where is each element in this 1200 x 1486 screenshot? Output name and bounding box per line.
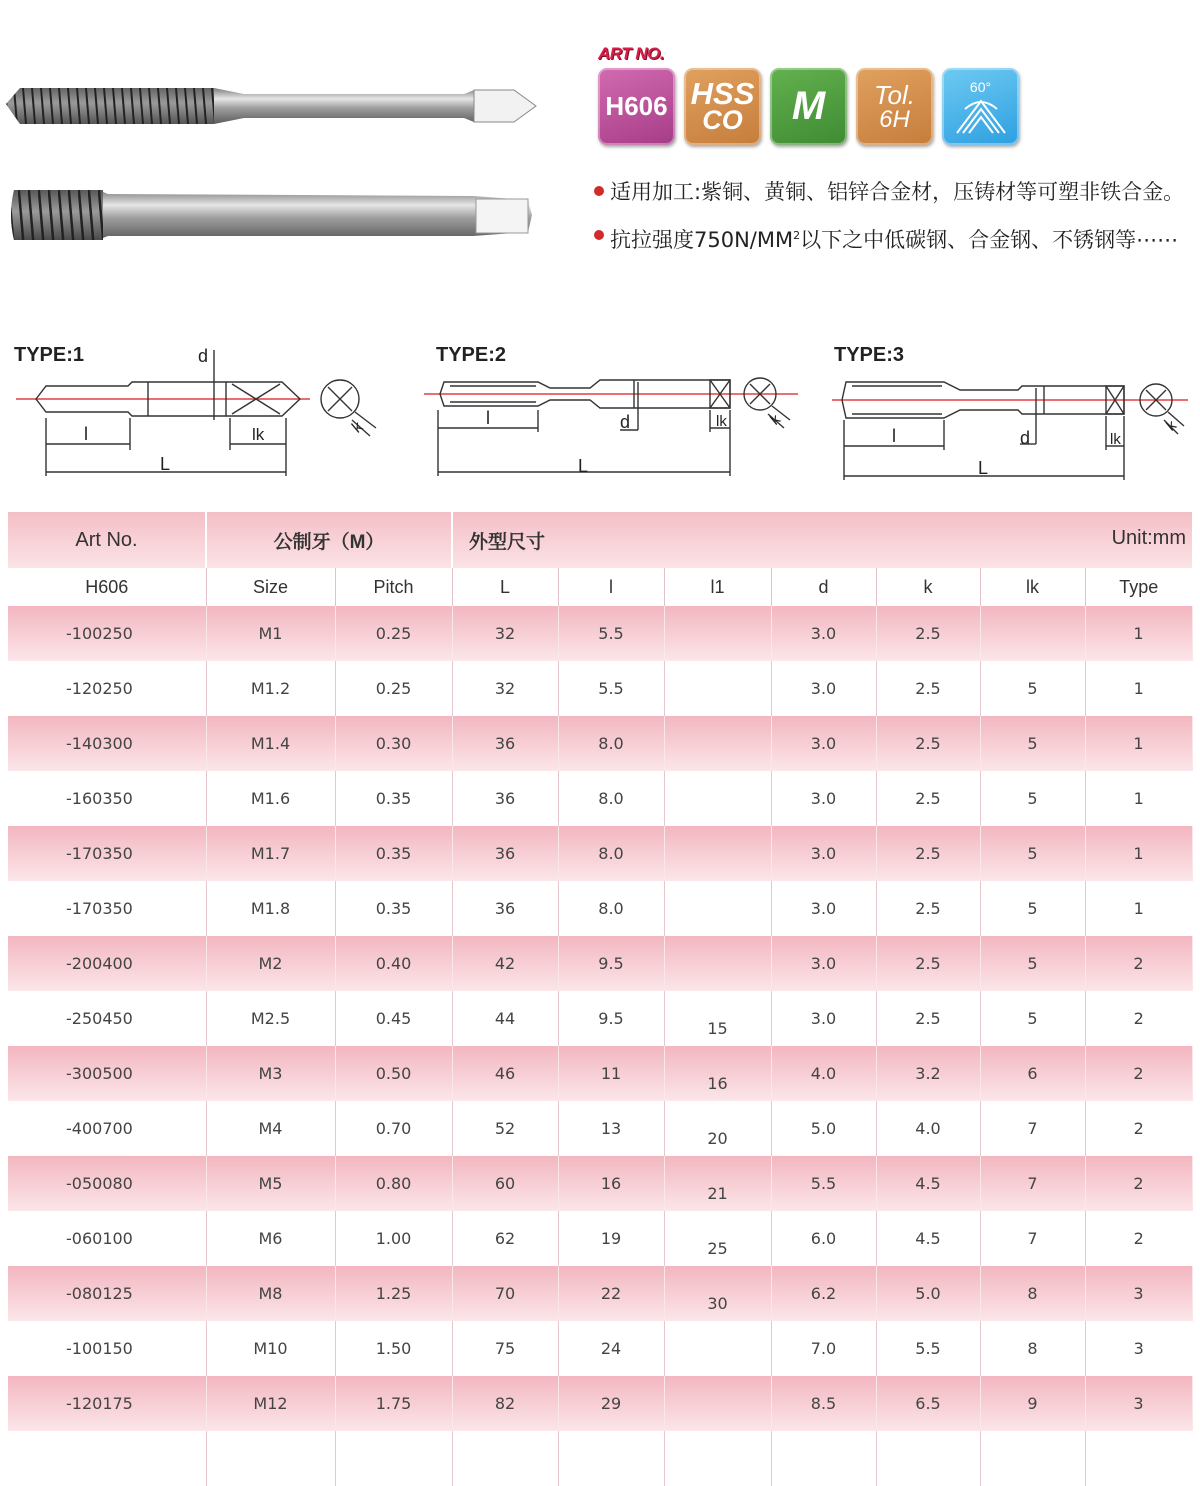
col-size-cell: M1.7 [206,826,335,881]
col-pitch-cell: 0.45 [335,991,452,1046]
thread-type-badge [770,68,847,145]
table-row [8,1101,1192,1156]
col-L-cell: 70 [452,1266,558,1321]
col-k-cell: 2.5 [876,991,980,1046]
col-L-cell: 75 [452,1321,558,1376]
col-l1-cell [664,1376,771,1431]
col-k-header: k [876,568,980,606]
type-1-L-label: L [160,454,171,474]
table-row [8,1156,1192,1211]
col-k-cell: 2.5 [876,881,980,936]
col-k-cell: 5.0 [876,1266,980,1321]
table-row [8,1376,1192,1431]
col-size-cell: M2.5 [206,991,335,1046]
col-size-cell: M1.6 [206,771,335,826]
col-size-cell: M1 [206,606,335,661]
col-L-header: L [452,568,558,606]
col-type-cell: 2 [1133,1009,1144,1028]
type-2-lk-label: lk [716,413,727,430]
col-size-cell: M1.2 [206,661,335,716]
col-k-cell: 2.5 [876,826,980,881]
col-d-cell: 3.0 [771,606,876,661]
col-pitch-cell: 1.75 [335,1376,452,1431]
dimensions-group-label: 外型尺寸 [469,531,546,553]
col-d-cell: 3.0 [771,826,876,881]
col-lk-cell: 7 [980,1101,1085,1156]
col-d-cell: 3.0 [771,771,876,826]
col-d-cell: 4.0 [771,1046,876,1101]
col-l-cell: 9.5 [558,991,664,1046]
col-pitch-cell: 1.25 [335,1266,452,1321]
col-l1-cell: 20 [664,1101,771,1156]
col-h606-cell: -400700 [8,1101,206,1156]
col-L-cell: 44 [452,991,558,1046]
type-1-diagram [10,340,400,485]
col-l1-cell [664,881,771,936]
col-type-cell: 3 [1085,1376,1192,1431]
col-l-cell: 13 [558,1101,664,1156]
col-k-cell: 2.5 [876,936,980,991]
table-row [8,1211,1192,1266]
thread-angle-badge [942,68,1019,145]
col-h606-cell: -300500 [8,1046,206,1101]
type-2-l-label: l [486,408,490,428]
col-type-cell: 2 [1085,1156,1192,1211]
type-2-d-label: d [620,412,631,432]
spec-table-body [8,606,1192,1486]
col-L-cell: 46 [452,1046,558,1101]
col-l1-cell [664,661,771,716]
col-k-cell: 3.2 [876,1046,980,1101]
note-text-sup: 2 [793,229,801,242]
col-l-cell: 9.5 [558,936,664,991]
tolerance-line1: Tol. [874,79,915,110]
col-lk-cell: 5 [980,881,1085,936]
col-lk-cell: 5 [980,771,1085,826]
column-header-row [8,568,1192,606]
col-type-cell [1085,1431,1192,1486]
col-size-cell: M8 [206,1266,335,1321]
col-h606-cell: -170350 [8,826,206,881]
note-tensile-strength [594,220,1194,256]
col-lk-cell: 5 [980,661,1085,716]
col-d-cell: 5.5 [771,1156,876,1211]
type-3-k-label: k [1163,416,1180,435]
tolerance-badge [856,68,933,145]
art-number-badge [598,68,675,145]
col-L-cell: 36 [452,716,558,771]
col-l-cell: 5.5 [558,661,664,716]
col-size-cell: M1.4 [206,716,335,771]
col-pitch-cell: 0.40 [335,936,452,991]
col-l-cell: 11 [558,1046,664,1101]
table-row [8,991,1192,1046]
col-k-cell [876,1431,980,1486]
col-L-cell: 62 [452,1211,558,1266]
table-row [8,1266,1192,1321]
col-d-cell: 3.0 [771,716,876,771]
bullet-dot-icon [594,186,604,196]
type-1-title: TYPE:1 [14,344,85,366]
type-3-lk-label: lk [1110,431,1121,448]
material-line2: CO [702,105,743,136]
col-l1-cell [664,716,771,771]
col-k-cell: 2.5 [876,661,980,716]
col-d-cell: 3.0 [771,991,876,1046]
col-L-cell: 32 [452,661,558,716]
col-l1-cell [664,826,771,881]
col-l1-cell: 16 [664,1046,771,1101]
art-no-label: ART NO. [598,44,665,63]
application-notes [594,176,1194,268]
col-lk-cell: 8 [980,1266,1085,1321]
col-l1-cell [664,771,771,826]
col-pitch-cell: 0.35 [335,881,452,936]
col-type-cell: 1 [1085,826,1192,881]
col-l-cell: 5.5 [558,606,664,661]
table-row [8,936,1192,991]
col-lk-cell: 6 [980,1046,1085,1101]
col-type-cell: 2 [1133,1229,1144,1248]
col-h606-cell: -100150 [8,1321,206,1376]
table-row [8,1431,1192,1486]
col-size-cell: M3 [206,1046,335,1101]
dimensions-group-header [452,512,1192,568]
col-lk-header: lk [980,568,1085,606]
col-k-cell: 4.0 [876,1101,980,1156]
col-l1-cell: 21 [664,1156,771,1211]
col-l-cell [558,1431,664,1486]
col-h606-cell: -050080 [8,1156,206,1211]
col-lk-cell [980,606,1085,661]
col-lk-cell [980,1431,1085,1486]
unit-label: Unit:mm [1111,526,1187,549]
col-d-cell: 7.0 [771,1321,876,1376]
thread-angle-text: 60° [969,79,992,95]
col-type-cell: 3 [1133,1339,1144,1358]
col-type-cell: 2 [1085,1046,1192,1101]
type-3-L-label: L [978,458,989,478]
col-pitch-cell: 0.80 [335,1156,452,1211]
art-number-text: H606 [605,91,668,121]
tap-image-pointed [4,76,540,136]
col-pitch-cell [335,1431,452,1486]
art-no-group-header: Art No. [8,512,206,568]
col-type-cell: 2 [1133,1119,1144,1138]
col-size-cell [206,1431,335,1486]
col-h606-cell: -140300 [8,716,206,771]
col-d-cell: 3.0 [771,661,876,716]
col-type-cell: 1 [1133,899,1144,918]
col-type-cell: 3 [1085,1266,1192,1321]
col-L-cell [452,1431,558,1486]
bullet-dot-icon [594,230,604,240]
col-type-cell: 1 [1085,606,1192,661]
thread-angle-icon [951,93,1011,139]
table-row [8,881,1192,936]
col-pitch-cell: 0.30 [335,716,452,771]
col-pitch-cell: 0.70 [335,1101,452,1156]
col-l-cell: 8.0 [558,716,664,771]
table-row [8,1046,1192,1101]
type-3-diagram [822,340,1198,485]
material-badge [684,68,761,145]
col-d-cell: 6.2 [771,1266,876,1321]
tolerance-line2: 6H [879,105,910,133]
col-h606-cell: -080125 [8,1266,206,1321]
col-size-cell: M5 [206,1156,335,1211]
type-1-l-label: l [84,424,88,444]
col-L-cell: 36 [452,881,558,936]
col-h606-cell: -060100 [8,1211,206,1266]
spec-table [8,512,1193,1486]
col-l1-header: l1 [664,568,771,606]
col-d-cell [771,1431,876,1486]
col-l-cell: 8.0 [558,881,664,936]
table-row [8,661,1192,716]
table-row [8,771,1192,826]
col-lk-cell: 9 [980,1376,1085,1431]
col-l1-cell [664,606,771,661]
col-lk-cell: 5 [980,991,1085,1046]
col-l1-cell [664,936,771,991]
metric-thread-group-header: 公制牙（M） [206,512,452,568]
col-pitch-cell: 0.25 [335,606,452,661]
col-l1-cell: 15 [664,991,771,1046]
col-size-cell: M1.8 [206,881,335,936]
col-k-cell: 6.5 [876,1376,980,1431]
col-L-cell: 82 [452,1376,558,1431]
col-pitch-cell: 0.35 [335,771,452,826]
col-L-cell: 36 [452,771,558,826]
type-3-l-label: l [892,426,896,446]
type-3-d-label: d [1020,428,1031,448]
col-l-cell: 16 [558,1156,664,1211]
col-d-cell: 8.5 [771,1376,876,1431]
col-type-cell: 1 [1133,679,1144,698]
col-l1-cell: 25 [664,1211,771,1266]
col-size-cell: M10 [206,1321,335,1376]
col-h606-header: H606 [8,568,206,606]
col-d-cell: 3.0 [771,881,876,936]
tap-image-flat [8,180,536,250]
col-lk-cell: 5 [980,936,1085,991]
col-L-cell: 36 [452,826,558,881]
col-h606-cell: -160350 [8,771,206,826]
note-text-pre: 抗拉强度750N/MM [610,228,794,252]
badge-row [598,68,1019,145]
col-d-cell: 3.0 [771,936,876,991]
col-l-cell: 24 [558,1321,664,1376]
col-type-cell: 1 [1133,789,1144,808]
col-l-cell: 19 [558,1211,664,1266]
col-lk-cell: 8 [980,1321,1085,1376]
col-h606-cell: -100250 [8,606,206,661]
col-pitch-cell: 0.35 [335,826,452,881]
type-2-title: TYPE:2 [436,344,507,366]
col-l1-cell [664,1321,771,1376]
type-3-title: TYPE:3 [834,344,905,366]
type-2-diagram [420,340,810,485]
col-L-cell: 52 [452,1101,558,1156]
col-size-cell: M6 [206,1211,335,1266]
col-size-cell: M2 [206,936,335,991]
col-h606-cell: -120175 [8,1376,206,1431]
col-size-cell: M12 [206,1376,335,1431]
col-h606-cell [8,1431,206,1486]
col-lk-cell: 5 [980,716,1085,771]
col-h606-cell: -120250 [8,661,206,716]
col-l-cell: 29 [558,1376,664,1431]
material-line1: HSS [690,75,755,111]
col-h606-cell: -250450 [8,991,206,1046]
col-k-cell: 2.5 [876,606,980,661]
col-pitch-cell: 0.25 [335,661,452,716]
col-type-header: Type [1085,568,1192,606]
col-k-cell: 4.5 [876,1156,980,1211]
col-d-cell: 6.0 [771,1211,876,1266]
col-k-cell: 2.5 [876,716,980,771]
col-type-cell: 1 [1085,716,1192,771]
col-L-cell: 60 [452,1156,558,1211]
note-text: 适用加工:紫铜、黄铜、铝锌合金材，压铸材等可塑非铁合金。 [610,180,1185,204]
col-lk-cell: 7 [980,1211,1085,1266]
col-lk-cell: 5 [980,826,1085,881]
note-applicable-materials [594,176,1194,208]
col-d-cell: 5.0 [771,1101,876,1156]
type-1-k-label: k [349,418,367,437]
col-pitch-header: Pitch [335,568,452,606]
col-L-cell: 42 [452,936,558,991]
col-h606-cell: -200400 [8,936,206,991]
col-k-cell: 2.5 [876,771,980,826]
col-l-header: l [558,568,664,606]
col-size-header: Size [206,568,335,606]
type-2-L-label: L [578,456,589,476]
col-d-header: d [771,568,876,606]
col-pitch-cell: 1.00 [335,1211,452,1266]
type-1-lk-label: lk [252,425,265,444]
thread-type-text: M [791,84,826,128]
table-row [8,716,1192,771]
col-L-cell: 32 [452,606,558,661]
type-1-d-label: d [198,346,209,366]
col-l1-cell: 30 [664,1266,771,1321]
col-lk-cell: 7 [980,1156,1085,1211]
col-l-cell: 22 [558,1266,664,1321]
table-row [8,1321,1192,1376]
type-2-k-label: k [767,410,784,429]
group-header-row [8,512,1192,568]
col-pitch-cell: 0.50 [335,1046,452,1101]
col-l-cell: 8.0 [558,771,664,826]
col-l-cell: 8.0 [558,826,664,881]
note-text-post: 以下之中低碳钢、合金钢、不锈钢等⋯⋯ [800,228,1179,252]
col-h606-cell: -170350 [8,881,206,936]
col-pitch-cell: 1.50 [335,1321,452,1376]
table-row [8,606,1192,661]
col-l1-cell [664,1431,771,1486]
col-size-cell: M4 [206,1101,335,1156]
col-k-cell: 4.5 [876,1211,980,1266]
col-type-cell: 2 [1085,936,1192,991]
col-k-cell: 5.5 [876,1321,980,1376]
table-row [8,826,1192,881]
